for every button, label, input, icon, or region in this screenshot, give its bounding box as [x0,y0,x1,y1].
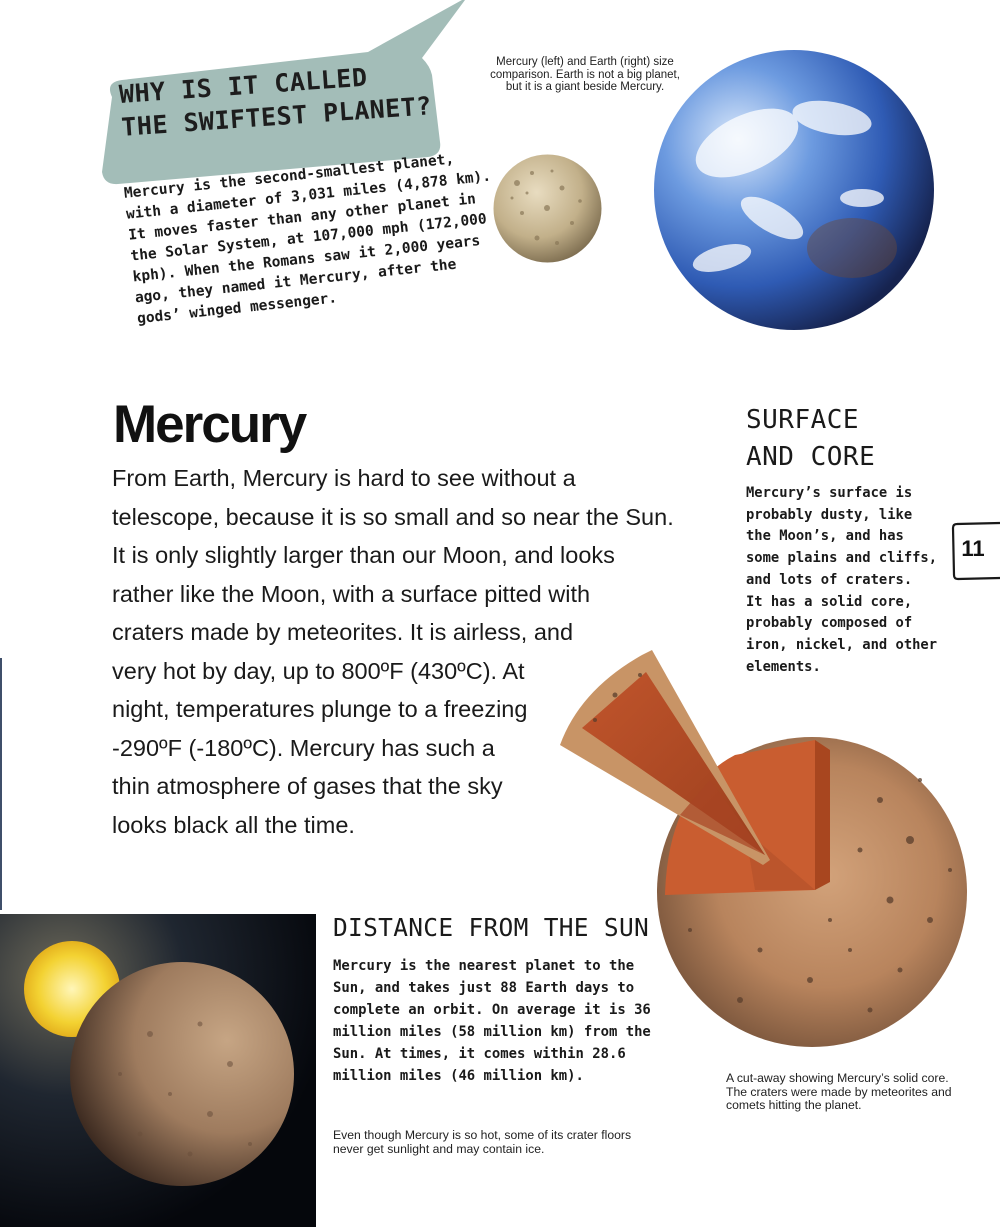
intro-line: -290ºF (-180ºC). Mercury has such a [112,734,495,761]
surface-line: Mercury’s surface is [746,485,913,501]
distance-line: complete an orbit. On average it is 36 [333,1002,651,1018]
intro-line: very hot by day, up to 800ºF (430ºC). At [112,657,525,684]
cutaway-caption: A cut-away showing Mercury’s solid core. The craters were made by meteorites and comets hitting the planet. [726,1071,952,1112]
swift-planet-heading: WHY IS IT CALLED THE SWIFTEST PLANET? [118,62,433,142]
surface-line: elements. [746,658,821,675]
page-number: 11 [961,536,985,561]
distance-line: million miles (58 million km) from the [333,1024,651,1040]
intro-line: It is only slightly larger than our Moon, and looks [112,542,615,568]
distance-line: Sun. At times, it comes within 28.6 [333,1046,626,1062]
page-title: Mercury [113,395,306,454]
distance-caption: Even though Mercury is so hot, some of its crater floors never get sunlight and may contain ice. [333,1128,632,1156]
distance-line: Mercury is the nearest planet to the [333,958,635,974]
surface-line: some plains and cliffs, [746,550,938,567]
surface-line: probably dusty, like [746,506,913,523]
surface-line: It has a solid core, [746,593,913,610]
distance-line: million miles (46 million km). [333,1068,584,1084]
left-edge-rule [0,658,2,910]
intro-line: looks black all the time. [112,811,355,838]
distance-line: Sun, and takes just 88 Earth days to [333,980,635,996]
distance-text [333,955,653,1087]
intro-line: From Earth, Mercury is hard to see without a [112,465,576,491]
mercury-small-image [492,153,603,264]
surface-line: iron, nickel, and other [746,636,938,653]
mercury-and-sun-image [0,914,316,1227]
intro-line: night, temperatures plunge to a freezing [112,696,528,722]
size-comparison-caption: Mercury (left) and Earth (right) size comparison. Earth is not a big planet, but it is a giant beside Mercury. [490,56,680,93]
surface-heading: SURFACE AND CORE [746,405,876,472]
intro-line: telescope, because it is so small and so near the Sun. [112,503,674,530]
intro-line: thin atmosphere of gases that the sky [112,773,503,799]
surface-line: probably composed of [746,615,913,632]
surface-line: the Moon’s, and has [746,528,904,545]
earth-image [652,48,936,332]
intro-line: craters made by meteorites. It is airless, and [112,619,574,645]
distance-heading: DISTANCE FROM THE SUN [333,913,650,942]
swift-planet-text: Mercury is the second-smallest planet, with a diameter of 3,031 miles (4,878 km). It moves faster than any other planet in the Solar System, at 107,000 mph (172,000 kph). When the Romans saw it 2,000 years ago, they named it Mercury, after the gods’ winged messenger. [123,151,492,328]
intro-line: rather like the Moon, with a surface pitted with [112,580,591,607]
surface-line: and lots of craters. [746,571,913,588]
